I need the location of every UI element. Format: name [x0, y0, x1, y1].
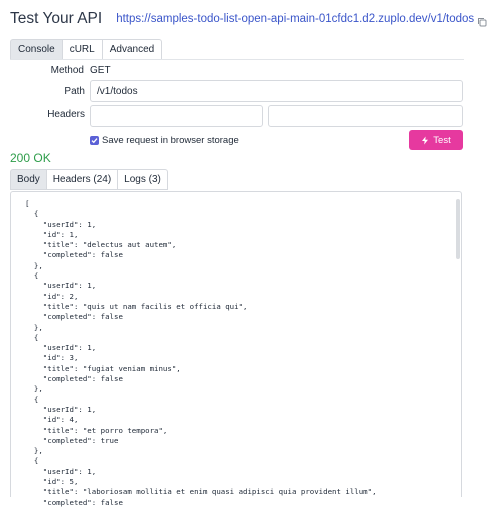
check-icon [91, 137, 98, 144]
page-header [10, 9, 487, 29]
save-request-checkbox[interactable] [90, 136, 99, 145]
header-value-input[interactable] [268, 105, 463, 127]
save-request-label: Save request in browser storage [102, 135, 239, 146]
endpoint-url[interactable]: https://samples-todo-list-open-api-main-01cfdc1.d2.zuplo.dev/v1/todos [116, 13, 475, 25]
tab-console[interactable]: Console [10, 39, 63, 60]
tab-advanced[interactable]: Advanced [103, 39, 162, 60]
test-button[interactable] [409, 130, 463, 150]
response-tabs [10, 169, 168, 190]
request-tabs [10, 39, 162, 60]
path-input[interactable] [90, 80, 463, 102]
tab-body[interactable]: Body [10, 169, 47, 190]
tab-logs[interactable]: Logs (3) [118, 169, 168, 190]
tab-response-headers[interactable]: Headers (24) [47, 169, 118, 190]
method-label: Method [50, 65, 84, 76]
path-label: Path [64, 86, 85, 97]
tab-curl[interactable]: cURL [63, 39, 103, 60]
status-code: 200 OK [10, 151, 51, 165]
response-json: [ { "userId": 1, "id": 1, "title": "delectus aut autem", "completed": false }, { "userId": 1, "id": 2, "title": "quis ut nam facilis et officia qui", "completed": false }, { "userId": 1, "id": 3, "title": "fugiat veniam minus", "completed": false }, { "userId": 1, "id": 4, "title": "et porro tempora", "completed": true }, { "userId": 1, "id": 5, "title": "laboriosam mollitia et enim quasi adipisci quia provident illum", "completed": false [25, 199, 377, 507]
response-body-panel[interactable] [10, 191, 462, 507]
page-title: Test Your API [10, 10, 103, 27]
method-value: GET [90, 65, 111, 76]
tabs-divider [10, 59, 464, 60]
response-scrollbar[interactable] [453, 192, 461, 497]
headers-label: Headers [47, 109, 85, 120]
header-key-input[interactable] [90, 105, 263, 127]
test-button-label: Test [433, 134, 451, 146]
lightning-icon [421, 136, 429, 145]
copy-icon[interactable] [477, 14, 487, 24]
scrollbar-thumb[interactable] [456, 199, 460, 259]
